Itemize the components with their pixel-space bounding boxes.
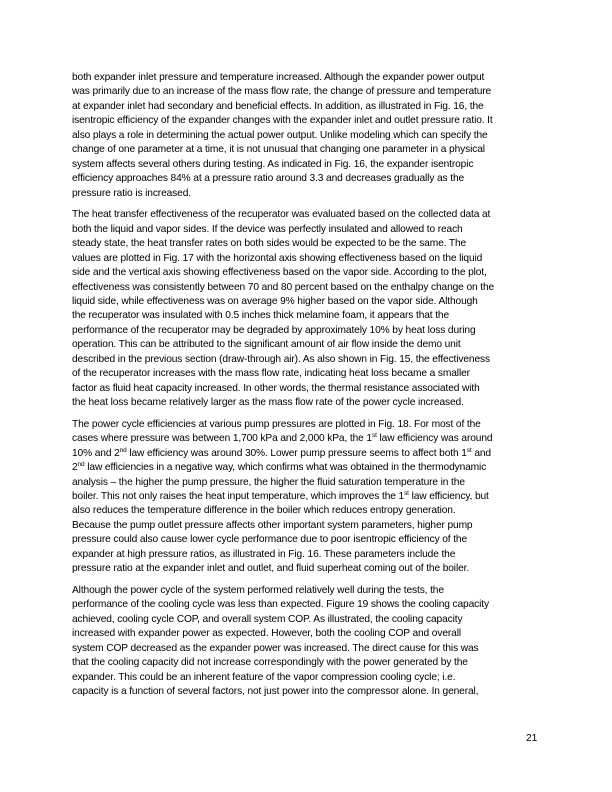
text-line: effectiveness was consistently between 70 and 80 percent based on the enthalpy change on the <box>72 281 495 293</box>
text-line: expander. This could be an inherent feature of the vapor compression cooling cycle; i.e. <box>72 671 456 683</box>
superscript: st <box>466 446 472 454</box>
text-line: both expander inlet pressure and temperature increased. Although the expander power output <box>72 72 485 83</box>
text-line: side and the vertical axis showing effectiveness based on the vapor side. According to the plot, <box>72 267 487 279</box>
text-line: the recuperator was insulated with 0.5 inches thick melamine foam, it appears that the <box>72 310 450 322</box>
text-line: also plays a role in determining the actual power output. Unlike modeling which can specify the <box>72 129 488 141</box>
superscript: st <box>371 432 377 440</box>
text-line: cases where pressure was between 1,700 kPa and 2,000 kPa, the 1st law efficiency was around <box>72 432 493 445</box>
text-line: pressure ratio is increased. <box>72 187 191 199</box>
text-line: capacity is a function of several factors, not just power into the compressor alone. In general, <box>72 686 479 698</box>
text-line: system affects several others during testing. As indicated in Fig. 16, the expander isentropic <box>72 158 474 170</box>
text-line: liquid side, while effectiveness was on average 9% higher based on the vapor side. Although <box>72 295 478 307</box>
text-line: of the recuperator increases with the mass flow rate, indicating heat loss became a smaller <box>72 368 470 380</box>
text-line: isentropic efficiency of the expander changes with the expander inlet and outlet pressure ratio. It <box>72 115 493 127</box>
paragraph <box>72 584 543 700</box>
text-line: values are plotted in Fig. 17 with the horizontal axis showing effectiveness based on the liquid <box>72 252 483 264</box>
body-text <box>72 71 543 707</box>
text-line: increased with expander power as expected. However, both the cooling COP and overall <box>72 628 461 640</box>
text-line: the heat loss became relatively larger as the mass flow rate of the power cycle increased. <box>72 397 464 409</box>
text-line: The heat transfer effectiveness of the recuperator was evaluated based on the collected data at <box>72 209 491 221</box>
paragraph <box>72 208 543 410</box>
superscript: nd <box>119 446 127 454</box>
text-line: The power cycle efficiencies at various pump pressures are plotted in Fig. 18. For most of the <box>72 418 481 430</box>
text-line: both the liquid and vapor sides. If the device was perfectly insulated and allowed to reach <box>72 223 463 235</box>
superscript: st <box>404 490 409 498</box>
text-line: 2nd law efficiencies in a negative way, which confirms what was obtained in the thermodynamic <box>72 461 487 474</box>
text-line: operation. This can be attributed to the significant amount of air flow inside the demo unit <box>72 339 461 351</box>
text-line: factor as fluid heat capacity increased. In other words, the thermal resistance associated with <box>72 382 480 394</box>
paragraph <box>72 418 543 577</box>
text-line: analysis – the higher the pump pressure, the higher the fluid saturation temperature in the <box>72 476 465 488</box>
text-line: achieved, cooling cycle COP, and overall system COP. As illustrated, the cooling capacity <box>72 613 463 625</box>
text-line: 10% and 2nd law efficiency was around 30%. Lower pump pressure seems to affect both 1st and <box>72 446 491 459</box>
text-line: pressure could also cause lower cycle performance due to poor isentropic efficiency of the <box>72 534 468 546</box>
text-line: steady state, the heat transfer rates on both sides would be expected to be the same. The <box>72 238 467 250</box>
text-line: also reduces the temperature difference in the boiler which reduces entropy generation. <box>72 505 456 517</box>
text-line: that the cooling capacity did not increase correspondingly with the power generated by the <box>72 657 468 669</box>
text-line: was primarily due to an increase of the mass flow rate, the change of pressure and temperature <box>72 86 492 98</box>
text-line: change of one parameter at a time, it is not unusual that changing one parameter in a physical <box>72 144 485 156</box>
text-line: pressure ratio at the expander inlet and outlet, and fluid superheat coming out of the boiler. <box>72 563 470 575</box>
text-line: Because the pump outlet pressure affects other important system parameters, higher pump <box>72 519 473 531</box>
page-number: 21 <box>526 733 538 744</box>
paragraph <box>72 71 543 201</box>
text-line: performance of the cooling cycle was less than expected. Figure 19 shows the cooling capacity <box>72 599 489 611</box>
text-line: performance of the recuperator may be degraded by approximately 10% by heat loss during <box>72 324 476 336</box>
text-line: described in the previous section (draw-through air). As also shown in Fig. 15, the effectiveness <box>72 353 490 365</box>
text-line: Although the power cycle of the system performed relatively well during the tests, the <box>72 585 444 597</box>
superscript: nd <box>77 461 85 469</box>
text-line: boiler. This not only raises the heat input temperature, which improves the 1st law efficiency, but <box>72 490 489 503</box>
text-line: system COP decreased as the expander power was increased. The direct cause for this was <box>72 642 479 654</box>
text-line: efficiency approaches 84% at a pressure ratio around 3.3 and decreases gradually as the <box>72 173 465 185</box>
text-line: at expander inlet had secondary and beneficial effects. In addition, as illustrated in Fig. 16, the <box>72 100 484 112</box>
text-line: expander at high pressure ratios, as illustrated in Fig. 16. These parameters include the <box>72 548 456 560</box>
